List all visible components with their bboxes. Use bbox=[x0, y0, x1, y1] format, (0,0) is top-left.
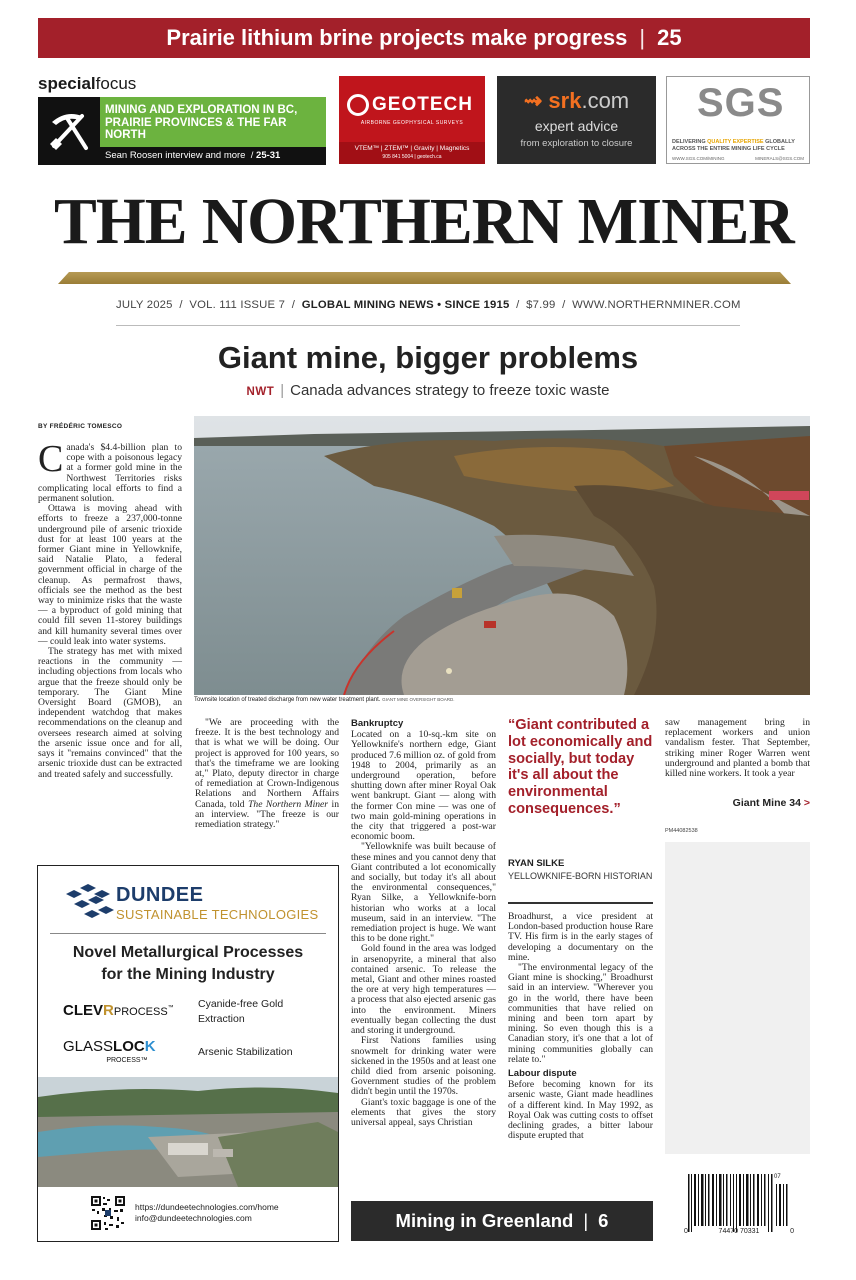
issue-tagline: GLOBAL MINING NEWS • SINCE 1915 bbox=[301, 299, 510, 311]
issue-volume: VOL. 111 ISSUE 7 bbox=[189, 299, 286, 311]
srk-ad[interactable] bbox=[497, 76, 656, 164]
sgs-ad[interactable] bbox=[666, 76, 810, 164]
clevr-process-logo: CLEVRPROCESS™ bbox=[63, 1002, 174, 1019]
special-focus-label: specialfocus bbox=[38, 74, 137, 93]
top-banner-page: 25 bbox=[657, 25, 682, 50]
srk-tagline: expert advice bbox=[534, 118, 619, 134]
jump-link-giant-mine[interactable]: Giant Mine 34 > bbox=[732, 797, 810, 809]
geotech-name: GEOTECH bbox=[372, 94, 473, 115]
greenland-banner[interactable] bbox=[351, 1201, 653, 1241]
geotech-logo-icon bbox=[347, 94, 369, 116]
pick-shovel-icon bbox=[38, 97, 100, 165]
dundee-name: DUNDEE bbox=[116, 884, 204, 906]
article-deck: NWT | Canada advances strategy to freeze toxic waste bbox=[246, 382, 610, 399]
sgs-desc: DELIVERING QUALITY EXPERTISE GLOBALLY ACROSS THE ENTIRE MINING LIFE CYCLE bbox=[672, 139, 795, 152]
meta-divider bbox=[116, 325, 740, 326]
subhead-bankruptcy: Bankruptcy bbox=[351, 718, 404, 729]
geotech-ad[interactable] bbox=[339, 76, 485, 164]
subhead-labour-dispute: Labour dispute bbox=[508, 1068, 577, 1080]
barcode-digits: 74470 70331 bbox=[718, 1228, 760, 1235]
issue-meta-line: JULY 2025 / VOL. 111 ISSUE 7 / GLOBAL MINING NEWS • SINCE 1915 / $7.99 / WWW.NORTHERNMINER.COM bbox=[116, 299, 741, 311]
dundee-sub: SUSTAINABLE TECHNOLOGIES bbox=[116, 907, 319, 922]
issue-date: JULY 2025 bbox=[116, 299, 173, 311]
dundee-divider bbox=[50, 933, 326, 934]
article-byline: BY FRÉDÉRIC TOMESCO bbox=[38, 423, 123, 430]
greenland-banner-text: Mining in Greenland bbox=[395, 1210, 574, 1231]
pull-quote: “Giant contributed a lot economically and socially, but today it's all about the environmental consequences.” bbox=[508, 717, 653, 817]
srk-logo: ⇝ srk.com bbox=[523, 88, 630, 113]
dundee-photo bbox=[38, 1077, 338, 1187]
dundee-ad[interactable] bbox=[37, 865, 339, 1242]
greenland-banner-page: 6 bbox=[598, 1210, 609, 1231]
drop-cap: C bbox=[38, 438, 64, 480]
article-headline: Giant mine, bigger problems bbox=[217, 340, 639, 375]
special-focus-title: MINING AND EXPLORATION IN BC, PRAIRIE PROVINCES & THE FAR NORTH bbox=[105, 104, 298, 141]
dundee-url[interactable]: https://dundeetechnologies.com/home bbox=[135, 1202, 279, 1212]
srk-sub: from exploration to closure bbox=[520, 138, 633, 149]
glasslock-process-logo: GLASSLOCK PROCESS™ bbox=[63, 1038, 156, 1064]
special-focus-footer: Sean Roosen interview and more / 25-31 bbox=[100, 147, 326, 165]
special-focus-box[interactable] bbox=[38, 97, 326, 165]
article-kicker: NWT bbox=[246, 386, 275, 398]
clevr-process-desc: Cyanide-free Gold Extraction bbox=[198, 998, 284, 1025]
article-column-3: Bankruptcy Located on a 10-sq.-km site on Yellowknife's northern edge, Giant produced 7.6 million oz. of gold from 1948 to 2004, primarily as an underground operation, before shutting down after miner Royal Oak went bankrupt. Giant — along with the former Con mine — was one of two main gold-mining operations in the city that triggered a post-war economic boom. "Yellowknife was built because of these mines and you cannot deny that Giant contributed a lot economically and socially, but today it's all about the environmental consequences," Ryan Silke, a Yellowknife-born historian who works at a local museum, said in an interview. "The remediation project is huge. We want this to be done right." Gold found in the area was lodged in arsenopyrite, a mineral that also contained arsenic. To release the metal, Giant and other mines roasted the ore at very high temperatures — a process that also ejected arsenic gas into the environment. Miners eventually began collecting the dust and storing it underground. First Nations families using snowmelt for drinking water were sickened in the 1950s and at least one child died from arsenic poisoning. Government studies of the problem didn't begin until the 1970s. Giant's toxic baggage is one of the elements that gives the story universal appeal, says Christian bbox=[351, 718, 496, 1128]
qr-code-icon bbox=[90, 1195, 126, 1231]
geotech-contact: 905 841 5004 | geotech.ca bbox=[382, 154, 442, 160]
blank-ad-space bbox=[665, 842, 810, 1154]
issue-url: WWW.NORTHERNMINER.COM bbox=[572, 299, 741, 311]
greenland-banner-separator: | bbox=[583, 1210, 589, 1231]
top-banner[interactable] bbox=[38, 18, 810, 58]
article-column-2: "We are proceeding with the freeze. It is the best technology and that is what we will be doing. Our project is approved for 100 years, so that's the timeframe we are looking at," Plato, deputy director in charge of remediation at Crown-Indigenous Relations and Northern Affairs Canada, told The Northern Miner in an interview. "The freeze is our remediation strategy." bbox=[195, 717, 339, 831]
pm-number: PM44082538 bbox=[665, 828, 698, 834]
sgs-logo: SGS bbox=[697, 81, 785, 125]
glasslock-process-desc: Arsenic Stabilization bbox=[198, 1046, 293, 1058]
masthead-gold-rule bbox=[58, 272, 791, 284]
barcode-digit-right: 0 bbox=[790, 1228, 794, 1235]
pull-quote-role: YELLOWKNIFE-BORN HISTORIAN bbox=[508, 871, 653, 881]
barcode-digit-left: 0 bbox=[684, 1228, 688, 1235]
geotech-services: VTEM™ | ZTEM™ | Gravity | Magnetics bbox=[354, 145, 470, 152]
barcode bbox=[684, 1172, 794, 1242]
dundee-title: Novel Metallurgical Processes for the Mining Industry bbox=[72, 944, 304, 983]
barcode-issue: 07 bbox=[774, 1174, 781, 1180]
pull-quote-rule bbox=[508, 902, 653, 904]
top-banner-text: Prairie lithium brine projects make progress bbox=[166, 25, 628, 50]
photo-credit: GIANT MINE OVERSIGHT BOARD. bbox=[382, 697, 455, 702]
photo-caption: Townsite location of treated discharge from new water treatment plant. GIANT MINE OVERSIGHT BOARD. bbox=[194, 697, 455, 703]
article-column-4: Broadhurst, a vice president at London-based production house Rare TV. His firm is in the early stages of developing a documentary on the mine. "The environmental legacy of the Giant mine is shocking," Broadhurst said in an interview. "Wherever you go in the world, there have been communities that have relied on mining and been torn apart by mining. So even though this is a Canadian story, it's one that a lot of mining communities globally can relate to." Labour dispute Before becoming known for its arsenic waste, Giant made headlines of a different kind. In May 1992, as Royal Oak was cutting costs to offset declining grades, a bitter labour dispute erupted that bbox=[508, 911, 653, 1142]
top-banner-separator: | bbox=[639, 25, 646, 50]
article-column-5: saw management bring in replacement workers and union vandalism fester. That September, striking miner Roger Warren went underground and planted a bomb that killed nine workers. It took a year bbox=[665, 717, 810, 780]
pull-quote-name: RYAN SILKE bbox=[508, 858, 565, 869]
arrow-right-icon: > bbox=[803, 797, 810, 809]
sgs-email: MINERALS@SGS.COM bbox=[755, 156, 804, 161]
masthead-title: THE NORTHERN MINER bbox=[54, 185, 794, 258]
dundee-email[interactable]: info@dundeetechnologies.com bbox=[135, 1213, 252, 1223]
sgs-url: WWW.SGS.COM/MINING bbox=[672, 156, 725, 161]
geotech-sub: AIRBORNE GEOPHYSICAL SURVEYS bbox=[360, 120, 464, 126]
article-column-1: Canada's $4.4-billion plan to cope with a poisonous legacy at a former gold mine in the Northwest Territories risks complicating local efforts to find a permanent solution. Ottawa is moving ahead with efforts to freeze a 237,000-tonne underground pile of arsenic trioxide dust for at least 100 years at the former Giant mine in Yellowknife, said Natalie Plato, a federal government official in charge of the cleanup. As permafrost thaws, officials see the method as the best way to minimize risks that the waste — a byproduct of gold mining that could fill seven 11-storey buildings and kill humanity several times over — could leak into water systems. The strategy has met with mixed reactions in the community — including objections from locals who argue that the freeze should only be temporary. The Giant Mine Oversight Board (GMOB), an independent watchdog that makes recommendations on the cleanup and oversees research aimed at solving the arsenic issue once and for all, says it "remains convinced" that the arsenic trioxide dust can be extracted and treated safely and successfully. bbox=[38, 438, 182, 780]
article-photo bbox=[194, 416, 810, 695]
issue-price: $7.99 bbox=[526, 299, 556, 311]
srk-arrow-icon: ⇝ bbox=[523, 88, 543, 113]
